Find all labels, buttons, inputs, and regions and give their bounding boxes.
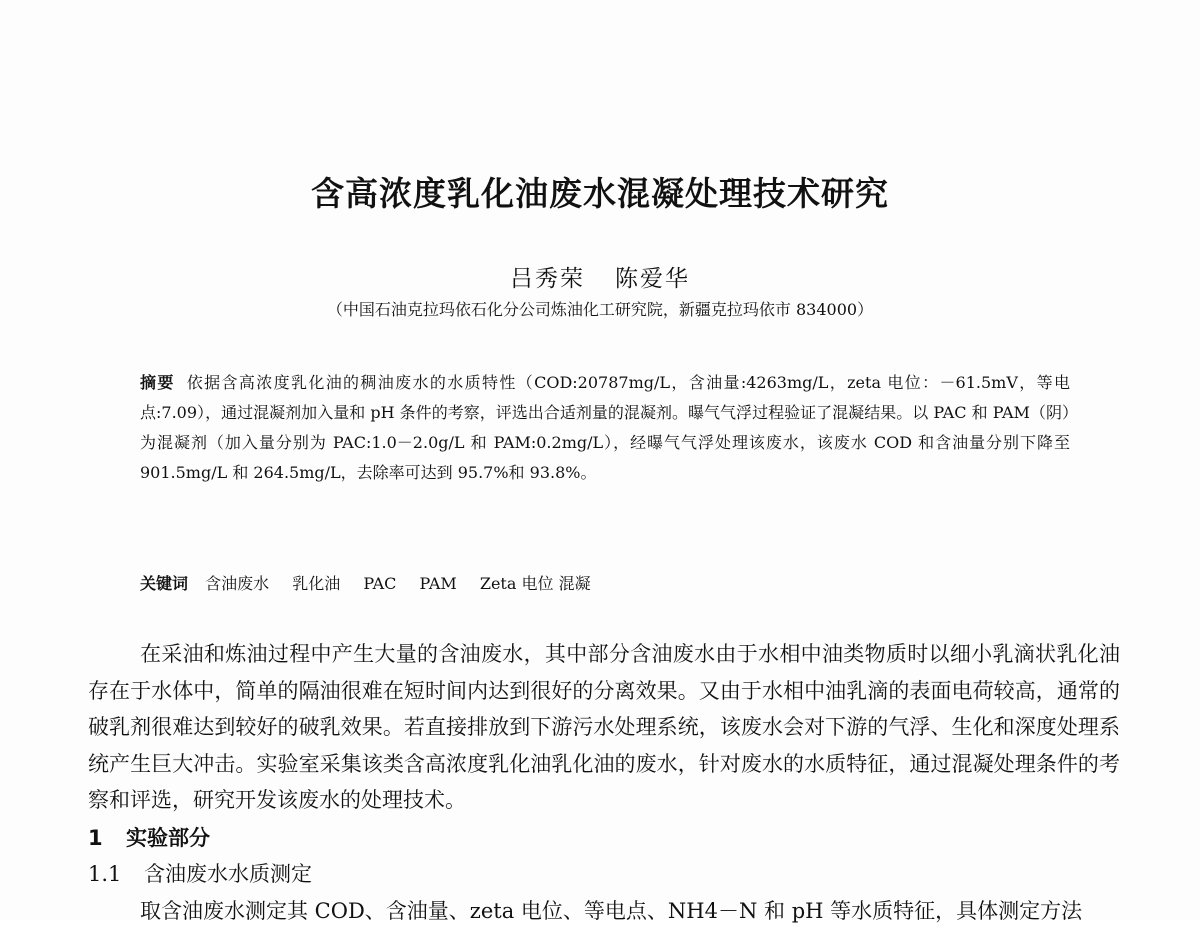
affiliation: （中国石油克拉玛依石化分公司炼油化工研究院，新疆克拉玛依市 834000） (326, 300, 874, 319)
subsection-heading (88, 858, 312, 888)
author-name: 陈爱华 (615, 266, 690, 292)
subsection-title: 含油废水水质测定 (144, 862, 312, 886)
keyword: 含油废水 (205, 574, 270, 593)
abstract-label: 摘要 (140, 373, 175, 392)
keywords-label: 关键词 (140, 574, 189, 593)
abstract (140, 368, 1070, 488)
keyword: 乳化油 (292, 574, 341, 593)
keyword: PAM (419, 574, 457, 593)
section-heading (88, 822, 210, 852)
keyword: Zeta 电位 混凝 (479, 574, 591, 593)
keywords (140, 571, 1070, 594)
author-list (0, 260, 1200, 293)
section-number: 1 (88, 826, 103, 850)
author-name: 吕秀荣 (510, 266, 585, 292)
intro-paragraph: 在采油和炼油过程中产生大量的含油废水，其中部分含油废水由于水相中油类物质时以细小乳滴状乳化油存在于水体中，简单的隔油很难在短时间内达到很好的分离效果。又由于水相中油乳滴的表面电荷较高，通常的破乳剂很难达到较好的破乳效果。若直接排放到下游污水处理系统，该废水会对下游的气浮、生化和深度处理系统产生巨大冲击。实验室采集该类含高浓度乳化油乳化油的废水，针对废水的水质特征，通过混凝处理条件的考察和评选，研究开发该废水的处理技术。 (88, 642, 1120, 812)
paper-title: 含高浓度乳化油废水混凝处理技术研究 (311, 174, 889, 213)
subsection-number: 1.1 (88, 862, 122, 886)
section-title: 实验部分 (126, 826, 210, 850)
abstract-text: 依据含高浓度乳化油的稠油废水的水质特性（COD:20787mg/L，含油量:4263mg/L，zeta 电位：－61.5mV，等电点:7.09），通过混凝剂加入量和 pH 条件的考察，评选出合适剂量的混凝剂。曝气气浮过程验证了混凝结果。以 PAC 和 PAM（阴）为混凝剂（加入量分别为 PAC:1.0－2.0g/L 和 PAM:0.2mg/L），经曝气气浮处理该废水，该废水 COD 和含油量分别下降至 901.5mg/L 和 264.5mg/L，去除率可达到 95.7%和 93.8%。 (140, 373, 1070, 482)
subsection-paragraph: 取含油废水测定其 COD、含油量、zeta 电位、等电点、NH4－N 和 pH 等水质特征，具体测定方法 (140, 899, 1083, 923)
keyword: PAC (363, 574, 397, 593)
